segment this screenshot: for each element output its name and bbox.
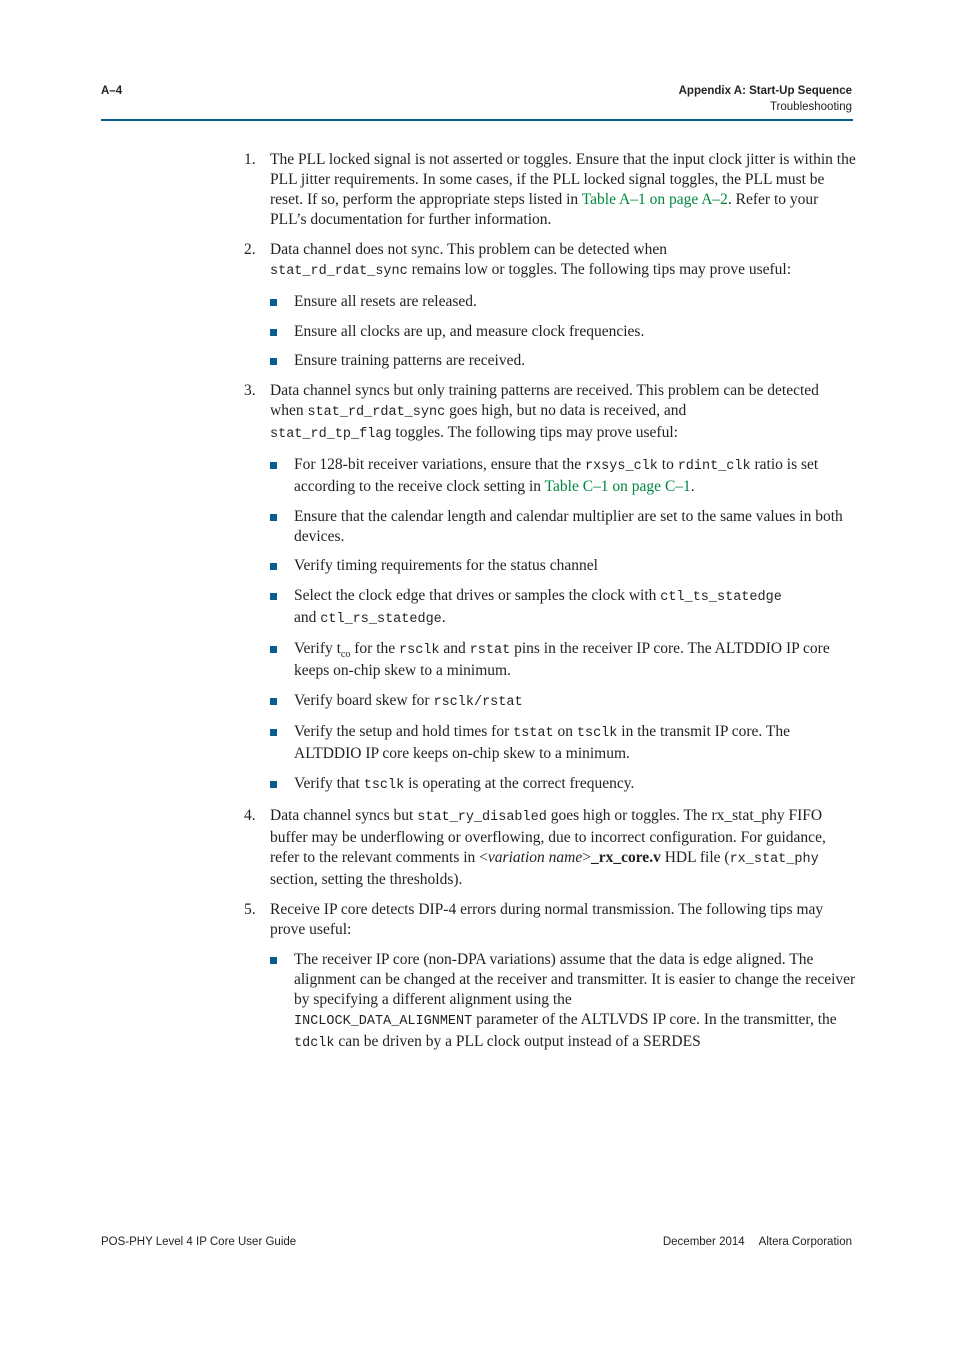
signal-name: tsclk <box>576 726 618 741</box>
list-item <box>244 240 856 371</box>
square-bullet-icon <box>270 593 277 600</box>
square-bullet-icon <box>270 563 277 570</box>
tip-item <box>270 292 856 312</box>
item-text: Data channel syncs but <box>270 806 418 824</box>
tip-item <box>270 722 856 764</box>
item-text: Receive IP core detects DIP-4 errors during normal transmission. The following tips may prove useful: <box>270 900 824 938</box>
tip-text: Verify board skew for <box>294 691 434 709</box>
signal-name: INCLOCK_DATA_ALIGNMENT <box>294 1013 473 1029</box>
tip-text: Ensure that the calendar length and calendar multiplier are set to the same values in both devices. <box>294 507 843 545</box>
item-text: remains low or toggles. The following tips may prove useful: <box>407 261 792 278</box>
tip-text: Ensure all resets are released. <box>294 293 477 310</box>
square-bullet-icon <box>270 299 277 306</box>
tip-text: for the <box>350 640 400 657</box>
signal-name: rdint_clk <box>677 459 751 474</box>
table-a1-link[interactable]: Table A–1 on page A–2 <box>581 191 728 208</box>
chapter-title: Appendix A: Start-Up Sequence <box>678 85 852 97</box>
signal-name: stat_rd_rdat_sync <box>307 405 446 420</box>
item-text: toggles. The following tips may prove useful: <box>391 424 678 441</box>
signal-name: rstat <box>469 643 511 658</box>
item-text: . Refer to your PLL’s documentation for further information. <box>270 191 819 228</box>
list-item <box>244 381 856 796</box>
tip-item <box>270 556 856 576</box>
signal-name: rx_stat_phy <box>729 851 819 867</box>
signal-name: tstat <box>513 726 554 741</box>
footer-right <box>663 1236 852 1248</box>
section-title: Troubleshooting <box>769 101 852 113</box>
signal-name: rsclk/rstat <box>433 694 523 710</box>
item-text: goes high, but no data is received, and <box>445 402 687 419</box>
item-text: HDL file ( <box>660 848 730 866</box>
tip-text: to <box>657 456 678 473</box>
square-bullet-icon <box>270 698 277 705</box>
signal-name: ctl_ts_statedge <box>660 589 782 605</box>
signal-name: tdclk <box>294 1035 335 1051</box>
tip-text: Verify t <box>294 640 341 657</box>
signal-name: rsclk <box>399 643 440 658</box>
item-number: 3. <box>244 382 256 399</box>
signal-name: tsclk <box>363 777 405 793</box>
tips-list <box>270 950 856 1054</box>
item-number: 4. <box>244 806 256 824</box>
tip-text: is operating at the correct frequency. <box>404 774 635 792</box>
square-bullet-icon <box>270 329 277 336</box>
square-bullet-icon <box>270 646 277 653</box>
list-item <box>244 900 856 1054</box>
tip-item <box>270 691 856 713</box>
square-bullet-icon <box>270 957 277 964</box>
tip-text: in the transmit IP core. The ALTDDIO IP core keeps on-chip skew to a minimum. <box>294 723 791 762</box>
tip-text: Select the clock edge that drives or samples the clock with <box>294 586 661 604</box>
item-number: 5. <box>244 900 256 918</box>
tip-item <box>270 351 856 371</box>
square-bullet-icon <box>270 358 277 365</box>
tip-text: pins in the receiver IP core. The ALTDDIO IP core keeps on-chip skew to a minimum. <box>294 640 830 679</box>
signal-name: rxsys_clk <box>584 459 658 474</box>
item-text: The PLL locked signal is not asserted or toggles. Ensure that the input clock jitter is within the PLL jitter requirements. In some cases, if the PLL locked signal toggles, the PLL must be reset. If so, perform the appropriate steps listed in <box>270 151 856 208</box>
tips-list <box>270 292 856 371</box>
signal-name: stat_ry_disabled <box>417 809 547 825</box>
tip-item <box>270 950 856 1054</box>
tip-text: and <box>439 640 470 657</box>
tip-item <box>270 322 856 342</box>
item-number: 2. <box>244 241 256 258</box>
square-bullet-icon <box>270 729 277 736</box>
item-text: Data channel does not sync. This problem can be detected when <box>270 241 667 258</box>
file-suffix: _rx_core.v <box>590 848 661 866</box>
tip-item <box>270 639 856 681</box>
square-bullet-icon <box>270 781 277 788</box>
item-text: Data channel syncs but only training patterns are received. This problem can be detected when <box>270 382 819 419</box>
tip-text: ratio is set according to the receive clock setting in <box>294 456 819 495</box>
page-number: A–4 <box>101 85 123 97</box>
list-item <box>244 806 856 890</box>
tip-item <box>270 774 856 796</box>
tip-text: Verify the setup and hold times for <box>294 723 514 740</box>
footer-company: Altera Corporation <box>758 1236 852 1248</box>
signal-name: stat_rd_rdat_sync <box>270 264 408 279</box>
header-rule <box>101 119 853 121</box>
tip-item <box>270 455 856 497</box>
square-bullet-icon <box>270 514 277 521</box>
tip-text: Ensure training patterns are received. <box>294 352 526 369</box>
item-text: > <box>582 848 591 866</box>
tip-text: can be driven by a PLL clock output instead of a SERDES <box>334 1032 701 1050</box>
tip-text: Verify that <box>294 774 364 792</box>
footer-document-title: POS-PHY Level 4 IP Core User Guide <box>101 1236 297 1248</box>
item-number: 1. <box>244 151 256 168</box>
square-bullet-icon <box>270 462 277 469</box>
tip-text: . <box>441 608 446 626</box>
footer-date: December 2014 <box>662 1236 745 1248</box>
tip-text: The receiver IP core (non-DPA variations) assume that the data is edge aligned. The alignment can be changed at the receiver and transmitter. It is easier to change the receiver by specifying a different alignment using the <box>294 950 856 1008</box>
subscript: co <box>340 649 351 661</box>
tip-item <box>270 586 856 630</box>
tip-text: Ensure all clocks are up, and measure clock frequencies. <box>294 322 645 340</box>
signal-name: ctl_rs_statedge <box>320 611 442 627</box>
troubleshooting-list <box>244 150 856 1064</box>
item-text: goes high or toggles. The rx_stat_phy FIFO buffer may be underflowing or overflowing, due to incorrect configuration. For guidance, refer to the relevant comments in < <box>270 806 826 866</box>
item-text: section, setting the thresholds). <box>270 870 463 888</box>
tip-text: Verify timing requirements for the status channel <box>294 557 598 574</box>
tips-list <box>270 455 856 796</box>
tip-text: . <box>690 478 695 495</box>
list-item <box>244 150 856 230</box>
tip-text: parameter of the ALTLVDS IP core. In the transmitter, the <box>472 1010 837 1028</box>
tip-text: on <box>553 723 577 740</box>
table-c1-link[interactable]: Table C–1 on page C–1 <box>544 478 691 495</box>
tip-text: For 128-bit receiver variations, ensure that the <box>294 456 585 473</box>
tip-item <box>270 507 856 547</box>
signal-name: stat_rd_tp_flag <box>270 427 392 442</box>
tip-text: and <box>294 608 321 626</box>
variation-name-placeholder: variation name <box>487 848 583 866</box>
